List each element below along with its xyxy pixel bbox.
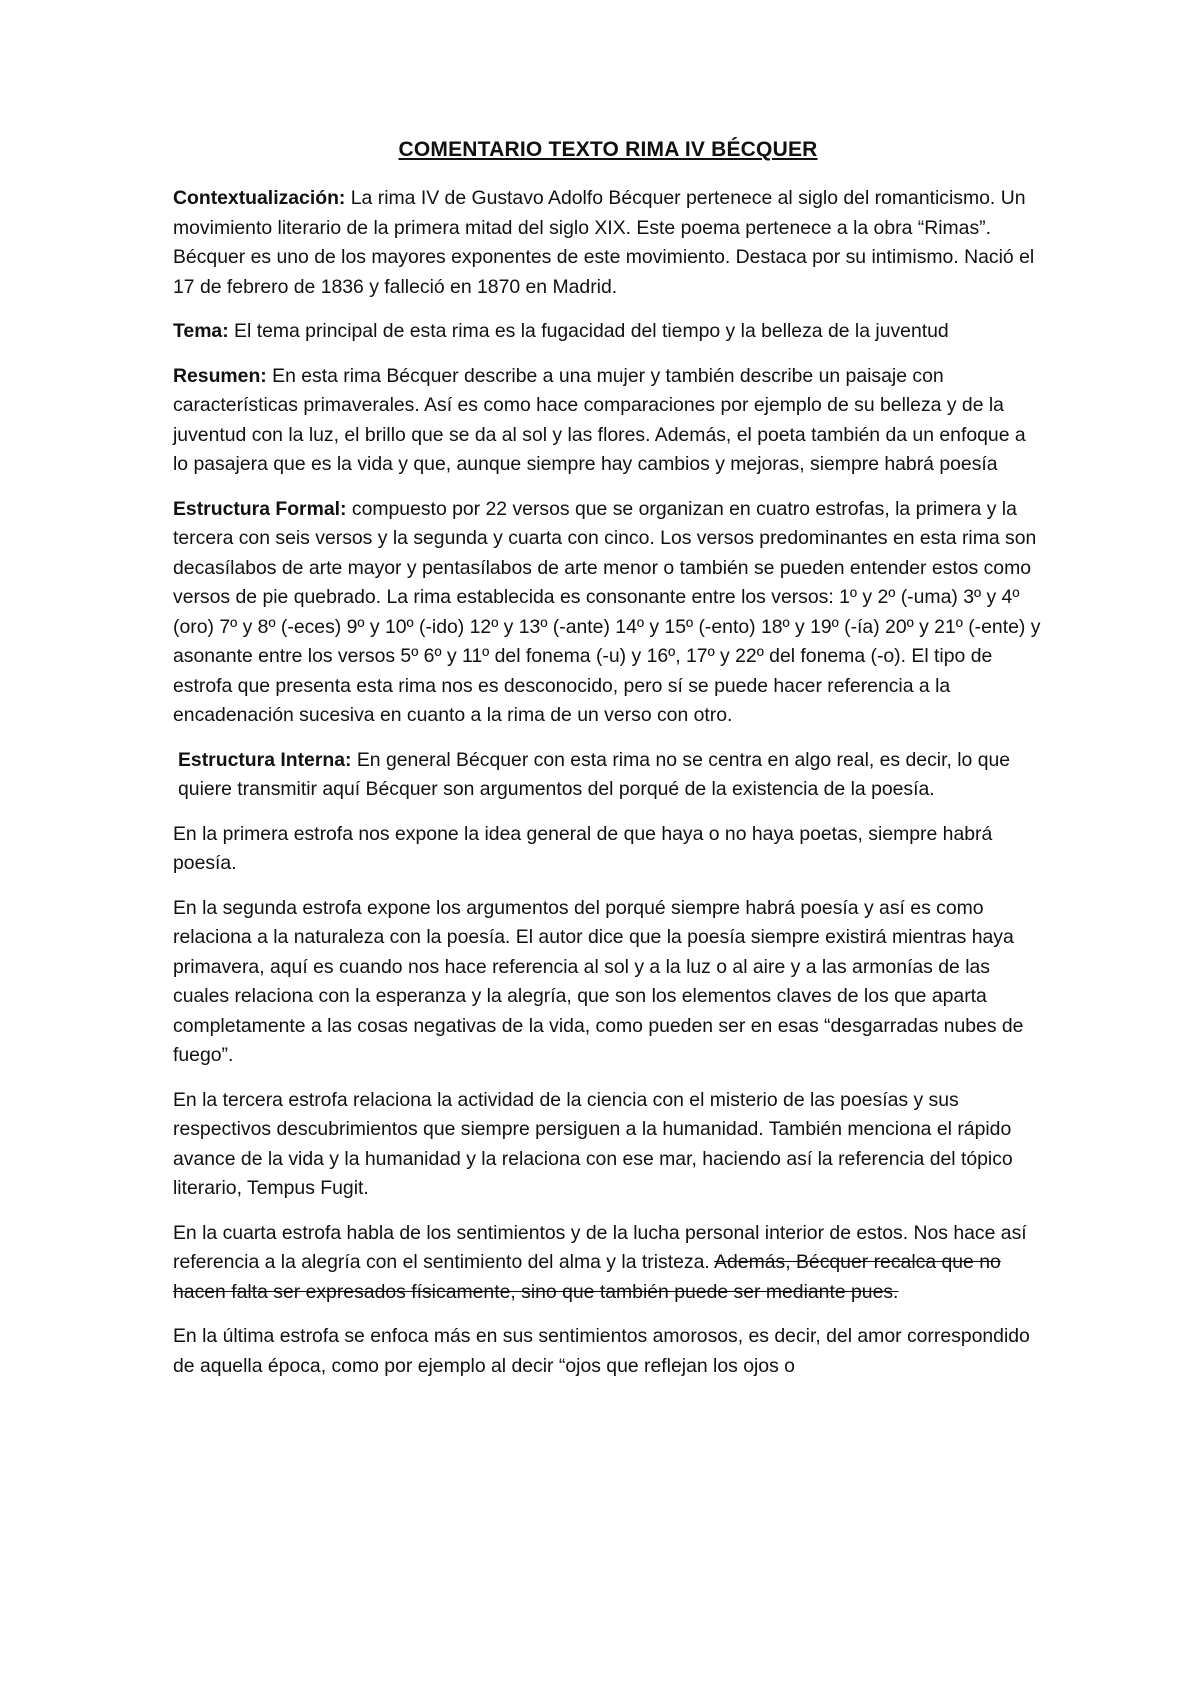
section-contextualizacion	[173, 184, 1043, 302]
section-heading: Estructura Interna:	[178, 748, 352, 771]
section-resumen	[173, 362, 1043, 480]
paragraph-segunda-estrofa: En la segunda estrofa expone los argumentos del porqué siempre habrá poesía y así es como relaciona a la naturaleza con la poesía. El autor dice que la poesía siempre existirá mientras haya primavera, aquí es cuando nos hace referencia al sol y a la luz o al aire y a las armonías de las cuales relaciona con la esperanza y la alegría, que son los elementos claves de los que aparta completamente a las cosas negativas de la vida, como pueden ser en esas “desgarradas nubes de fuego”.	[173, 896, 1024, 1066]
document-title: COMENTARIO TEXTO RIMA IV BÉCQUER	[398, 138, 818, 161]
section-estructura-formal	[173, 495, 1043, 731]
paragraph-primera-estrofa: En la primera estrofa nos expone la idea general de que haya o no haya poetas, siempre habrá poesía.	[173, 822, 993, 874]
section-body: En esta rima Bécquer describe a una mujer y también describe un paisaje con características primaverales. Así es como hace comparaciones por ejemplo de su belleza y de la juventud con la luz, el brillo que se da al sol y las flores. Además, el poeta también da un enfoque a lo pasajera que es la vida y que, aunque siempre hay cambios y mejoras, siempre habrá poesía	[173, 364, 1026, 475]
document-page	[173, 138, 1043, 1396]
section-heading: Contextualización:	[173, 187, 346, 209]
section-tema	[173, 317, 1043, 347]
section-heading: Estructura Formal:	[173, 497, 347, 520]
section-body: El tema principal de esta rima es la fugacidad del tiempo y la belleza de la juventud	[228, 320, 949, 342]
section-heading: Tema:	[173, 320, 229, 342]
struck-through-text: Además, Bécquer recalca que no hacen falta ser expresados físicamente, sino que también puede ser mediante pues.	[173, 1251, 1001, 1303]
section-body: La rima IV de Gustavo Adolfo Bécquer pertenece al siglo del romanticismo. Un movimiento literario de la primera mitad del siglo XIX. Este poema pertenece a la obra “Rimas”. Bécquer es uno de los mayores exponentes de este movimiento. Destaca por su intimismo. Nació el 17 de febrero de 1836 y falleció en 1870 en Madrid.	[173, 187, 1035, 298]
section-heading: Resumen:	[173, 364, 267, 387]
paragraph-cuarta-estrofa	[173, 1219, 1043, 1308]
paragraph-ultima-estrofa: En la última estrofa se enfoca más en sus sentimientos amorosos, es decir, del amor correspondido de aquella época, como por ejemplo al decir “ojos que reflejan los ojos o	[173, 1325, 1030, 1377]
section-estructura-interna	[173, 746, 1043, 805]
section-body: En general Bécquer con esta rima no se centra en algo real, es decir, lo que quiere transmitir aquí Bécquer son argumentos del porqué de la existencia de la poesía.	[178, 748, 1011, 800]
paragraph-tercera-estrofa: En la tercera estrofa relaciona la actividad de la ciencia con el misterio de las poesías y sus respectivos descubrimientos que siempre persiguen a la humanidad. También menciona el rápido avance de la vida y la humanidad y la relaciona con ese mar, haciendo así la referencia del tópico literario, Tempus Fugit.	[173, 1088, 1013, 1199]
section-body: compuesto por 22 versos que se organizan en cuatro estrofas, la primera y la tercera con seis versos y la segunda y cuarta con cinco. Los versos predominantes en esta rima son decasílabos de arte mayor y pentasílabos de arte menor o también se pueden entender estos como versos de pie quebrado. La rima establecida es consonante entre los versos: 1º y 2º (-uma) 3º y 4º (oro) 7º y 8º (-eces) 9º y 10º (-ido) 12º y 13º (-ante) 14º y 15º (-ento) 18º y 19º (-ía) 20º y 21º (-ente) y asonante entre los versos 5º 6º y 11º del fonema (-u) y 16º, 17º y 22º del fonema (-o). El tipo de estrofa que presenta esta rima nos es desconocido, pero sí se puede hacer referencia a la encadenación sucesiva en cuanto a la rima de un verso con otro.	[173, 497, 1041, 726]
paragraph-text: En la cuarta estrofa habla de los sentimientos y de la lucha personal interior de estos. Nos hace así referencia a la alegría con el sentimiento del alma y la tristeza.	[173, 1221, 1027, 1273]
